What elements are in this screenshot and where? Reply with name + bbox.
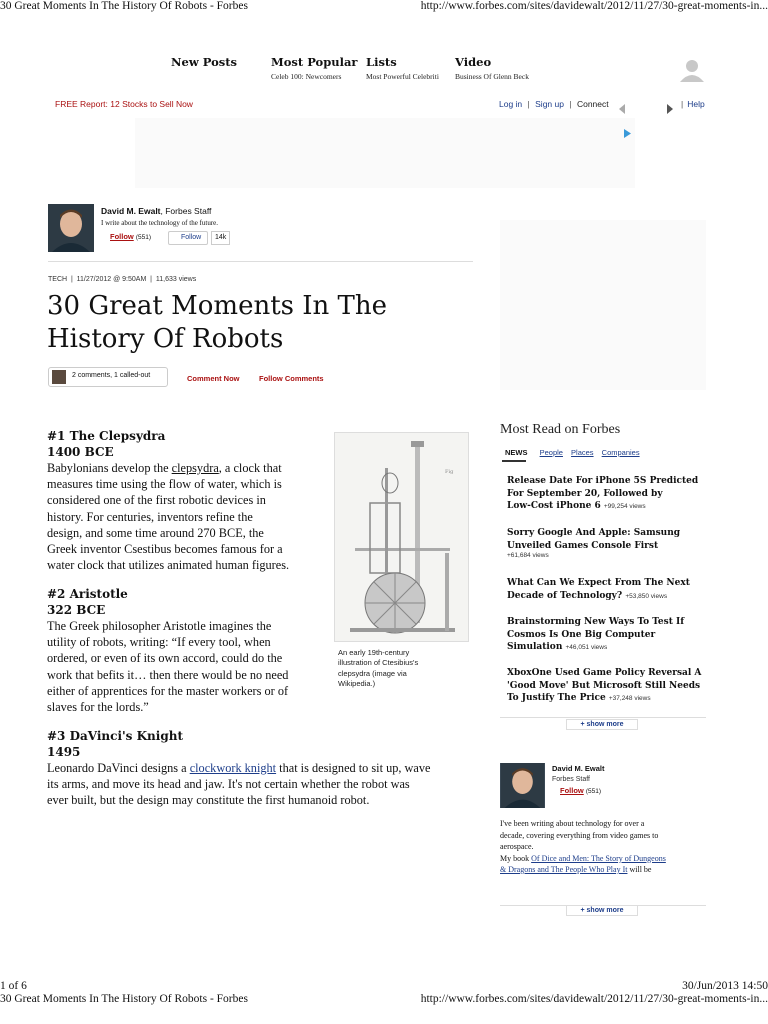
svg-text:Fig: Fig	[445, 469, 454, 475]
body-line: slaves for the lords.”	[47, 700, 149, 715]
body-line: utility of robots, writing: “If every tool, when	[47, 635, 271, 650]
body-line: its arms, and move its head and jaw. It's not certain whether the robot was	[47, 777, 410, 792]
separator: |	[527, 99, 530, 109]
book-link[interactable]: Of Dice and Men: The Story of Dungeons	[531, 853, 666, 863]
print-title-top: 30 Great Moments In The History Of Robots - Forbes	[0, 0, 248, 12]
item-title-line: Decade of Technology?	[507, 590, 623, 601]
bio-line: I've been writing about technology for over a	[500, 819, 645, 828]
nav-new-posts[interactable]	[171, 55, 237, 69]
article-title	[47, 290, 387, 356]
promo-link[interactable]: FREE Report: 12 Stocks to Sell Now	[55, 99, 193, 109]
separator: |	[569, 99, 572, 109]
bio-line: decade, covering everything from video games to	[500, 830, 659, 840]
nav-sublabel[interactable]: Celeb 100: Newcomers	[271, 72, 342, 81]
item-title-line: For September 20, Followed by	[507, 488, 663, 499]
text-span: , a clock that	[218, 461, 282, 475]
body-line	[47, 760, 472, 776]
tab-news[interactable]: NEWS	[505, 448, 528, 457]
article-meta: TECH | 11/27/2012 @ 9:50AM | 11,633 views	[48, 276, 197, 283]
author-role: , Forbes Staff	[160, 206, 212, 216]
tab-companies[interactable]: Companies	[601, 448, 640, 457]
nav-sublabel[interactable]: Business Of Glenn Beck	[455, 72, 529, 81]
item-title-line: Unveiled Games Console First	[507, 540, 659, 551]
comments-count: 2 comments, 1 called-out	[72, 372, 151, 379]
section-body	[47, 618, 332, 715]
item-title-line: Brainstorming New Ways To Test If	[507, 617, 685, 627]
signup-link[interactable]: Sign up	[535, 99, 564, 109]
caption-line: clepsydra (image via	[338, 668, 407, 678]
body-line: work that befits it… then there would be no need	[47, 667, 289, 682]
sidebar-author-role: Forbes Staff	[552, 776, 591, 783]
item-title-line: Cosmos Is One Big Computer	[507, 629, 656, 640]
nav-lists[interactable]	[366, 55, 452, 81]
divider	[48, 261, 473, 262]
sidebar-author-follow	[560, 786, 601, 795]
active-tab-indicator	[502, 460, 526, 462]
caption-line: illustration of Ctesibius's	[338, 658, 419, 668]
sidebar-author-bio	[500, 818, 710, 876]
caption-line: Wikipedia.)	[338, 678, 376, 688]
twitter-follow-button[interactable]: Follow	[168, 231, 208, 245]
section-date: 322 BCE	[47, 603, 106, 617]
login-link[interactable]: Log in	[499, 99, 523, 109]
body-line: history. For centuries, inventors refine the	[47, 509, 253, 524]
twitter-count: 14k	[211, 231, 230, 245]
body-line: either of apprentices for the master workers or of	[47, 683, 289, 698]
section-clepsydra	[47, 428, 332, 573]
image-caption	[338, 648, 418, 689]
item-views: +99,254 views	[603, 503, 646, 510]
sidebar-show-more-button[interactable]: + show more	[566, 905, 638, 916]
item-title-line: Sorry Google And Apple: Samsung	[507, 528, 681, 538]
section-body	[47, 460, 332, 573]
ad-banner[interactable]	[135, 118, 635, 188]
text-span: Leonardo DaVinci designs a	[47, 761, 190, 775]
book-link[interactable]: & Dragons and The People Who Play It	[500, 865, 628, 874]
section-aristotle	[47, 586, 332, 715]
item-title-line: Release Date For iPhone 5S Predicted	[507, 476, 699, 486]
nav-sublabel[interactable]: Most Powerful Celebriti	[366, 72, 439, 81]
print-date: 30/Jun/2013 14:50	[682, 980, 768, 992]
comment-now-link[interactable]: Comment Now	[187, 374, 240, 383]
body-line: water clock that utilizes animated human figures.	[47, 558, 290, 573]
item-views: +37,248 views	[608, 695, 651, 702]
body-line: measures time using the flow of water, which is	[47, 477, 282, 492]
author-name[interactable]: David M. Ewalt	[101, 206, 161, 216]
section-date: 1495	[47, 745, 81, 759]
clockwork-knight-link[interactable]: clockwork knight	[189, 761, 277, 775]
section-title: #3 DaVinci's Knight	[47, 729, 183, 743]
most-read-heading: Most Read on Forbes	[500, 422, 621, 437]
nav-label: Video	[455, 55, 492, 69]
section-title: #2 Aristotle	[47, 587, 128, 601]
tab-people[interactable]: People	[539, 448, 563, 457]
body-line: considered one of the first robotic devices in	[47, 493, 266, 508]
item-title-line: To Justify The Price	[507, 693, 606, 703]
text-span: that is designed to sit up, wave	[276, 761, 431, 775]
section-davinci-knight	[47, 728, 472, 809]
arrow-left-icon[interactable]	[619, 99, 626, 118]
nav-label: Lists	[366, 55, 397, 69]
clepsydra-illustration[interactable]	[334, 432, 469, 642]
item-title-line: What Can We Expect From The Next	[507, 578, 690, 588]
nav-label: New Posts	[171, 55, 238, 69]
sidebar-follow-button[interactable]: Follow	[560, 786, 584, 795]
most-read-item[interactable]	[507, 577, 707, 603]
section-title: #1 The Clepsydra	[47, 429, 166, 443]
print-url-bottom: http://www.forbes.com/sites/davidewalt/2012/11/27/30-great-moments-in...	[420, 993, 768, 1005]
sidebar-follow-count: (551)	[585, 788, 602, 795]
divider	[500, 717, 706, 718]
sidebar-author-name[interactable]: David M. Ewalt	[552, 764, 605, 773]
text-span: My book	[500, 853, 532, 863]
body-line: design, and some time around 270 BCE, the	[47, 525, 264, 540]
print-page-number: 1 of 6	[0, 980, 27, 992]
comments-count-box[interactable]	[48, 367, 168, 387]
section-date: 1400 BCE	[47, 445, 114, 459]
most-read-item[interactable]	[507, 616, 707, 655]
sidebar-author-avatar[interactable]	[500, 763, 545, 808]
body-line: Greek inventor Csestibus becomes famous for a	[47, 542, 283, 557]
nav-most-popular[interactable]	[271, 55, 357, 81]
help-area	[681, 99, 705, 109]
item-views: +53,850 views	[625, 592, 668, 600]
account-bar	[499, 99, 609, 109]
follow-comments-link[interactable]: Follow Comments	[259, 374, 324, 383]
separator: |	[681, 99, 684, 109]
section-body	[47, 760, 472, 809]
sidebar-ad[interactable]	[500, 220, 706, 390]
tab-places[interactable]: Places	[571, 448, 594, 457]
adchoices-icon[interactable]	[623, 123, 632, 142]
help-link[interactable]: Help	[687, 99, 705, 109]
body-line: ordered, or even of its own accord, could do the	[47, 651, 283, 666]
item-views: +61,684 views	[507, 552, 549, 559]
bio-line	[500, 853, 710, 865]
text-span: Babylonians develop the	[47, 461, 172, 475]
print-title-bottom: 30 Great Moments In The History Of Robots - Forbes	[0, 993, 248, 1005]
connect-label: Connect	[576, 99, 609, 109]
body-line	[47, 460, 332, 476]
arrow-right-icon[interactable]	[667, 99, 674, 118]
nav-label: Most Popular	[271, 55, 358, 69]
item-views: +46,051 views	[565, 644, 608, 651]
show-more-button[interactable]: + show more	[566, 719, 638, 730]
author-tagline: I write about the technology of the future.	[101, 219, 219, 227]
item-title-line: Simulation	[507, 642, 563, 652]
text-span: will be	[627, 865, 652, 874]
author-byline	[101, 206, 211, 216]
body-line: The Greek philosopher Aristotle imagines the	[47, 619, 272, 633]
most-read-tabs	[505, 448, 640, 457]
most-read-item[interactable]	[507, 527, 707, 559]
bio-line	[500, 864, 710, 876]
author-avatar[interactable]	[48, 204, 94, 252]
bio-line: aerospace.	[500, 842, 534, 851]
title-line: 30 Great Moments In The	[47, 291, 388, 321]
most-read-item[interactable]	[507, 475, 707, 514]
caption-line: An early 19th-century	[338, 648, 410, 657]
commenter-avatar	[52, 370, 66, 384]
follow-button[interactable]: Follow	[110, 232, 134, 241]
clepsydra-link[interactable]: clepsydra	[171, 461, 219, 475]
item-title-line: 'Good Move' But Microsoft Still Needs	[507, 680, 701, 691]
item-title-line: XboxOne Used Game Policy Reversal A	[507, 668, 702, 678]
follow-count: (551)	[135, 234, 152, 241]
title-line: History Of Robots	[47, 324, 284, 354]
print-url-top: http://www.forbes.com/sites/davidewalt/2012/11/27/30-great-moments-in...	[420, 0, 768, 12]
item-title-line: Low-Cost iPhone 6	[507, 501, 601, 511]
body-line: ever built, but the design may constitute the first humanoid robot.	[47, 793, 370, 808]
author-follow	[110, 232, 151, 241]
most-read-item[interactable]	[507, 667, 712, 706]
nav-video[interactable]	[455, 55, 529, 81]
user-silhouette-icon[interactable]	[679, 58, 705, 82]
